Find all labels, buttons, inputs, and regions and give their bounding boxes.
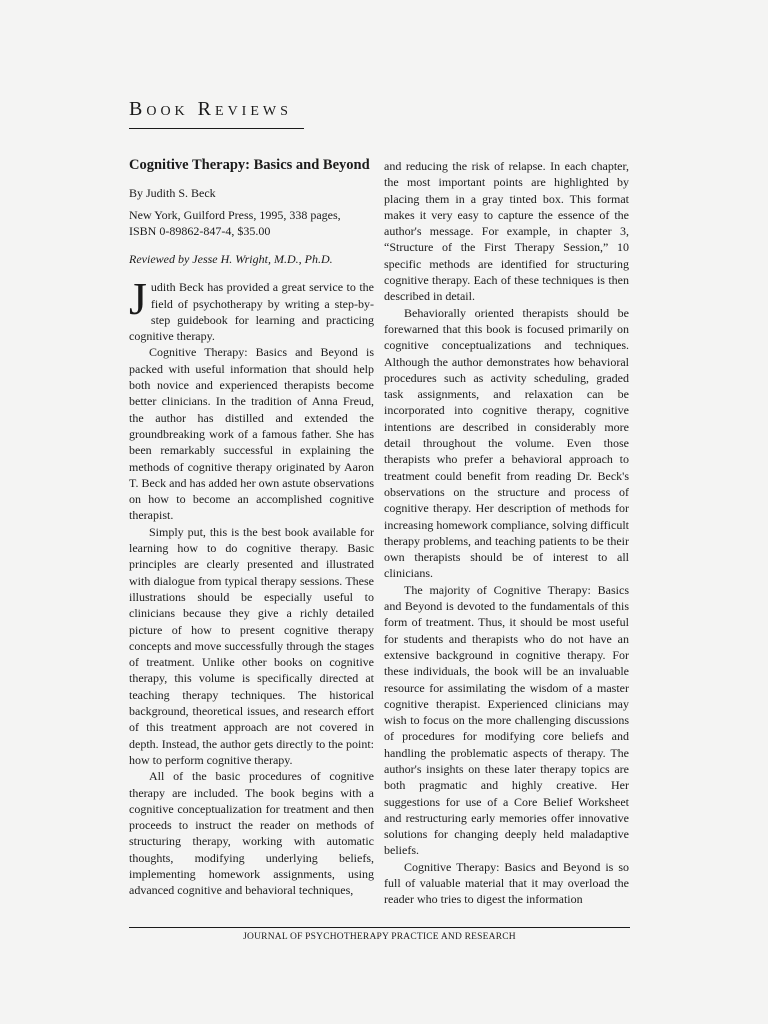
body-paragraph: All of the basic procedures of cognitive therapy are included. The book begins with a cognitive conceptualization for treatment and then proceeds to instruct the reader on methods of structuring therapy, working with automatic thoughts, modifying underlying beliefs, implementing homework assignments, using advanced cognitive and behavioral techniques, xyxy=(129,769,374,898)
section-title: Book Reviews xyxy=(129,98,292,120)
publication-details: New York, Guilford Press, 1995, 338 pages, xyxy=(129,208,341,222)
body-paragraph: Behaviorally oriented therapists should be forewarned that this book is focused primarily on cognitive conceptualizations and techniques. Although the author demonstrates how behavioral procedures such as activity scheduling, graded task assignments, and relaxation can be incorporated into cognitive therapy, cognitive intentions are described in considerably more detail throughout the volume. Even those therapists who prefer a behavioral approach to treatment could benefit from reading Dr. Beck's observations on the structure and process of cognitive therapy. Her description of methods for increasing homework compliance, solving difficult therapy problems, and teaching patients to be their own therapists should be of interest to all clinicians. xyxy=(384,305,629,581)
body-paragraph: and reducing the risk of relapse. In each chapter, the most important points are highlighted by placing them in a gray tinted box. This format makes it very easy to capture the essence of the author's message. For example, in chapter 3, “Structure of the First Therapy Session,” 10 specific methods are identified for structuring cognitive therapy. Each of these techniques is then described in detail. xyxy=(384,159,629,304)
journal-footer: JOURNAL OF PSYCHOTHERAPY PRACTICE AND RESEARCH xyxy=(243,932,516,942)
body-paragraph: The majority of Cognitive Therapy: Basics and Beyond is devoted to the fundamentals of this form of treatment. Thus, it should be most useful for students and therapists who do not have an extensive background in cognitive therapy. For these individuals, the book will be an invaluable resource for assimilating the wisdom of a master cognitive therapist. Experienced clinicians may wish to focus on the more challenging discussions of procedures for modifying core beliefs and handling the problematic aspects of therapy. The author's insights on these later therapy topics are both pragmatic and highly creative. Her suggestions for use of a Core Belief Worksheet and restructuring early memories offer innovative solutions for changing deeply held maladaptive beliefs. xyxy=(384,582,629,858)
body-paragraph: Simply put, this is the best book available for learning how to do cognitive therapy. Basic principles are clearly presented and illustrated with dialogue from typical therapy sessions. These illustrations should be especially useful to clinicians because they give a richly detailed picture of how to present cognitive therapy concepts and move successfully through the stages of treatment. Unlike other books on cognitive therapy, this volume is specifically directed at teaching therapy techniques. The historical background, theoretical issues, and research effort of this treatment approach are not covered in depth. Instead, the author gets directly to the point: how to perform cognitive therapy. xyxy=(129,524,374,767)
footer-rule xyxy=(129,927,630,928)
right-column xyxy=(384,158,629,908)
body-paragraph: Judith Beck has provided a great service to the field of psychotherapy by writing a step-by-step guidebook for learning and practicing cognitive therapy. xyxy=(129,273,374,344)
left-column xyxy=(129,157,374,899)
reviewer-credit: Reviewed by Jesse H. Wright, M.D., Ph.D. xyxy=(129,252,333,266)
isbn-price: ISBN 0-89862-847-4, $35.00 xyxy=(129,224,271,238)
section-title-rule xyxy=(129,128,304,129)
book-author: By Judith S. Beck xyxy=(129,186,216,200)
body-paragraph: Cognitive Therapy: Basics and Beyond is so full of valuable material that it may overload the reader who tries to digest the information xyxy=(384,859,629,907)
body-paragraph: Cognitive Therapy: Basics and Beyond is packed with useful information that should help both novice and experienced therapists become better clinicians. In the tradition of Anna Freud, the author has distilled and extended the groundbreaking work of a famous father. She has been remarkably successful in explaining the methods of cognitive therapy originated by Aaron T. Beck and has added her own astute observations on how to become an accomplished cognitive therapist. xyxy=(129,345,374,523)
book-title: Cognitive Therapy: Basics and Beyond xyxy=(129,157,370,173)
